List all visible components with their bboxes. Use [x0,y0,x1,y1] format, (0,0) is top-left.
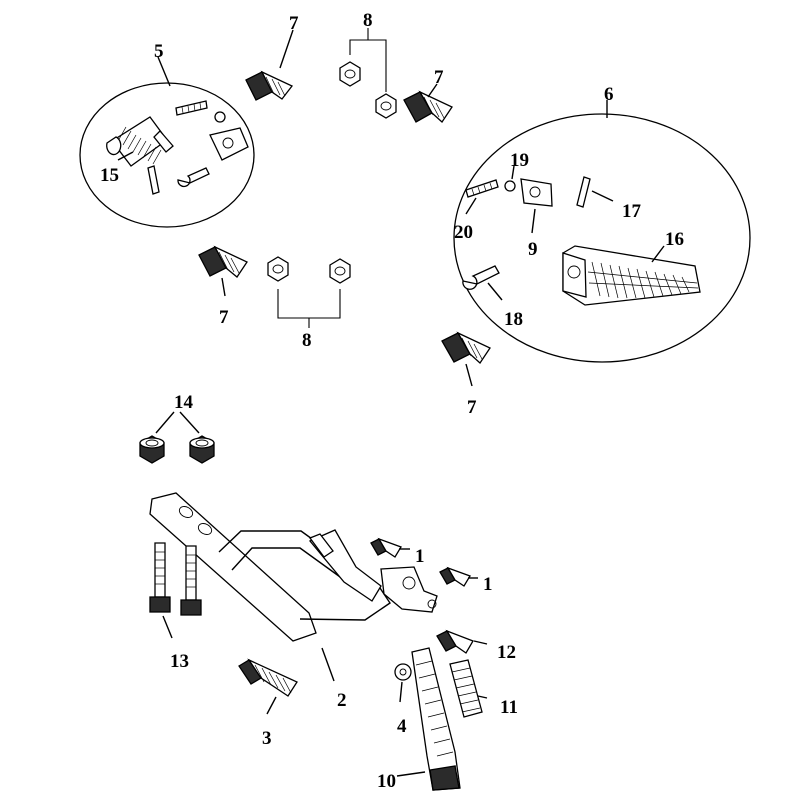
label-17: 17 [622,201,641,222]
label-8-b: 8 [302,330,312,351]
label-4: 4 [397,716,407,737]
part-19-washer [505,181,515,191]
part-16-footpeg [563,246,700,305]
label-2: 2 [337,690,347,711]
part-14-flange-nuts [140,436,214,463]
label-6: 6 [604,84,614,105]
label-8-a: 8 [363,10,373,31]
label-14: 14 [174,392,193,413]
part-4-pivot [395,664,411,680]
part-12-bolt [437,631,473,653]
part-8-nuts-mid [268,257,350,283]
label-7-d: 7 [467,397,477,418]
label-10: 10 [377,771,396,792]
label-19: 19 [510,150,529,171]
part-7-bolt-top-left [246,72,292,100]
part-9-bracket [521,179,552,206]
label-16: 16 [665,229,684,250]
label-7-c: 7 [219,307,229,328]
part-15-footpeg [107,117,173,166]
part-13-bolts [150,543,201,615]
part-7-bolt-mid [199,247,247,277]
detail-circle-6 [454,114,750,362]
label-11: 11 [500,697,518,718]
part-pin-left [176,101,207,115]
part-7-bolt-lower [442,333,490,363]
part-1-bolt-lower [440,568,470,586]
label-13: 13 [170,651,189,672]
part-17-pin [577,177,590,207]
part-1-bolt-upper [371,539,401,557]
label-20: 20 [454,222,473,243]
label-12: 12 [497,642,516,663]
part-20-pin [466,180,498,197]
part-8-nuts-top [340,62,396,118]
part-11-spring [450,660,482,717]
label-9: 9 [528,239,538,260]
label-15: 15 [100,165,119,186]
label-1-b: 1 [483,574,493,595]
label-7-b: 7 [434,67,444,88]
label-1-a: 1 [415,546,425,567]
label-5: 5 [154,41,164,62]
label-3: 3 [262,728,272,749]
label-18: 18 [504,309,523,330]
part-3-bolt [239,660,297,696]
part-18-clip [463,266,499,289]
label-7-a: 7 [289,13,299,34]
